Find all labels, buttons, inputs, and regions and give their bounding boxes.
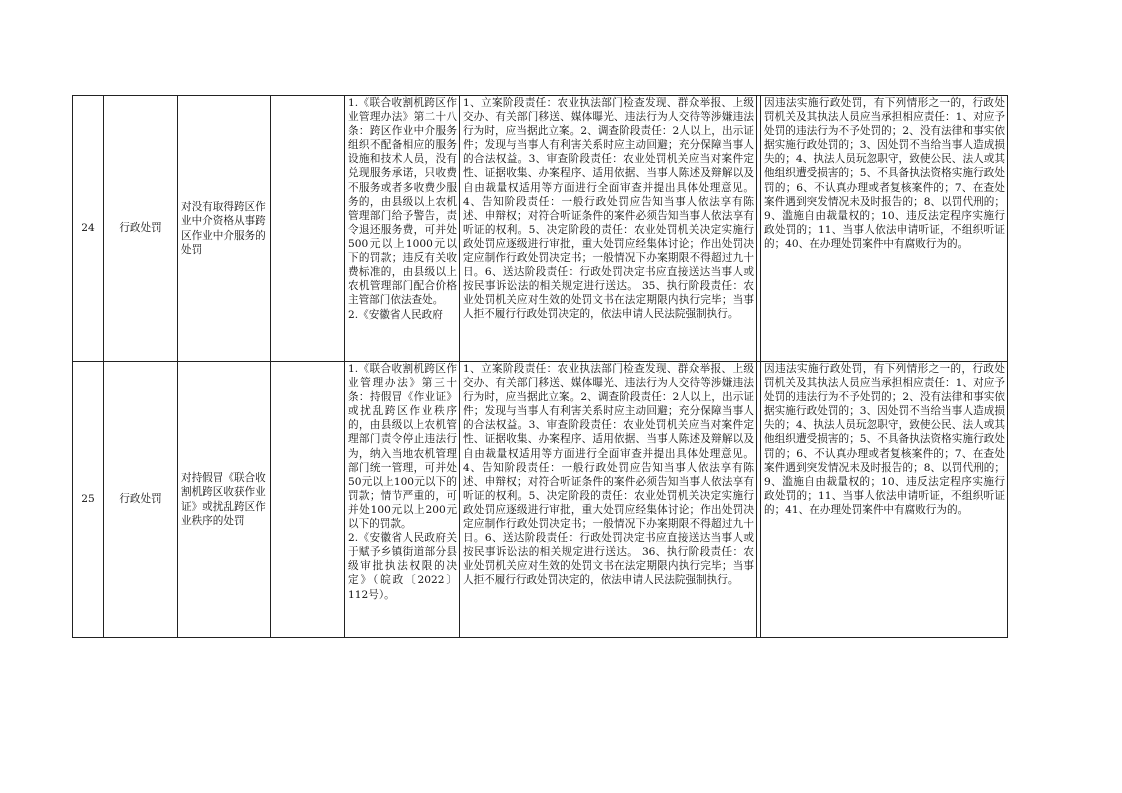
row-blank-cell: [271, 96, 345, 362]
row-item-name: [178, 362, 271, 638]
item-name-text: 对没有取得跨区作业中介资格从事跨区作业中介服务的处罚: [181, 201, 266, 256]
duties-text: 1、立案阶段责任：农业执法部门检查发现、群众举报、上级交办、有关部门移送、媒体曝光、违法行为人交待等涉嫌违法行为时，应当据此立案。2、调查阶段责任：2人以上，出示证件；发现与当事人有利害关系时应主动回避；充分保障当事人的合法权益。3、审查阶段责任：农业处罚机关应当对案件定性、证据收集、办案程序、适用依据、当事人陈述及辩解以及自由裁量权适用等方面进行全面审查并提出具体处理意见。4、告知阶段责任：一般行政处罚应告知当事人依法享有陈述、申辩权；对符合听证条件的案件必须告知当事人依法享有听证的权利。5、决定阶段的责任：农业处罚机关决定实施行政处罚应逐级进行审批，重大处罚应经集体讨论；作出处罚决定应制作行政处罚决定书；一般情况下办案期限不得超过九十日。6、送达阶段责任：行政处罚决定书应直接送达当事人或按民事诉讼法的相关规定进行送达。 35、执行阶段责任：农业处罚机关应对生效的处罚文书在法定期限内执行完毕；当事人拒不履行行政处罚决定的，依法申请人民法院强制执行。: [463, 97, 754, 321]
row-item-name: [178, 96, 271, 362]
liability-text: 因违法实施行政处罚，有下列情形之一的，行政处罚机关及其执法人员应当承担相应责任：1、对应予处罚的违法行为不予处罚的；2、没有法律和事实依据实施行政处罚的；3、因处罚不当给当事人造成损失的；4、执法人员玩忽职守，致使公民、法人或其他组织遭受损害的；5、不具备执法资格实施行政处罚的；6、不认真办理或者复核案件的；7、在查处案件遇到突发情况未及时报告的；8、以罚代刑的；9、滥施自由裁量权的；10、违反法定程序实施行政处罚的；11、当事人依法申请听证，不组织听证的；40、在办理处罚案件中有腐败行为的。: [764, 97, 1005, 250]
row-legal-basis: [345, 96, 460, 362]
row-duties: [460, 96, 757, 362]
row-number: 25: [73, 362, 104, 638]
item-name-text: 对持假冒《联合收割机跨区收获作业证》或扰乱跨区作业秩序的处罚: [181, 472, 266, 527]
legal-basis-cut-text: 2.《安徽省人民政府: [348, 309, 443, 322]
legal-basis-text: 1.《联合收割机跨区作业管理办法》第二十八条：跨区作业中介服务组织不配备相应的服务设施和技术人员，没有兑现服务承诺，只收费不服务或者多收费少服务的，由县级以上农机管理部门给予警告，责令退还服务费，可并处500元以上1000元以下的罚款；违反有关收费标准的，由县级以上农机管理部门配合价格主管部门依法查处。: [348, 97, 457, 307]
row-liability: [761, 362, 1008, 638]
row-blank-cell: [271, 362, 345, 638]
liability-text: 因违法实施行政处罚，有下列情形之一的，行政处罚机关及其执法人员应当承担相应责任：1、对应予处罚的违法行为不予处罚的；2、没有法律和事实依据实施行政处罚的；3、因处罚不当给当事人造成损失的；4、执法人员玩忽职守，致使公民、法人或其他组织遭受损害的；5、不具备执法资格实施行政处罚的；6、不认真办理或者复核案件的；7、在查处案件遇到突发情况未及时报告的；8、以罚代刑的；9、滥施自由裁量权的；10、违反法定程序实施行政处罚的；11、当事人依法申请听证，不组织听证的；41、在办理处罚案件中有腐败行为的。: [764, 363, 1005, 516]
row-liability: [761, 96, 1008, 362]
legal-basis-text: 1.《联合收割机跨区作业管理办法》第三十条：持假冒《作业证》或扰乱跨区作业秩序的，由县级以上农机管理部门责令停止违法行为，纳入当地农机管理部门统一管理，可并处50元以上100元以下的罚款；情节严重的，可并处100元以上200元以下的罚款。: [348, 363, 457, 531]
table-row: [73, 96, 1008, 362]
legal-basis-second-text: 2.《安徽省人民政府关于赋予乡镇街道部分县级审批执法权限的决定》（皖政〔2022〕112号）。: [348, 532, 457, 601]
row-category: 行政处罚: [104, 96, 178, 362]
row-legal-basis: [345, 362, 460, 638]
duties-text: 1、立案阶段责任：农业执法部门检查发现、群众举报、上级交办、有关部门移送、媒体曝光、违法行为人交待等涉嫌违法行为时，应当据此立案。2、调查阶段责任：2人以上，出示证件；发现与当事人有利害关系时应主动回避；充分保障当事人的合法权益。3、审查阶段责任：农业处罚机关应当对案件定性、证据收集、办案程序、适用依据、当事人陈述及辩解以及自由裁量权适用等方面进行全面审查并提出具体处理意见。4、告知阶段责任：一般行政处罚应告知当事人依法享有陈述、申辩权；对符合听证条件的案件必须告知当事人依法享有听证的权利。5、决定阶段的责任：农业处罚机关决定实施行政处罚应逐级进行审批，重大处罚应经集体讨论；作出处罚决定应制作行政处罚决定书；一般情况下办案期限不得超过九十日。6、送达阶段责任：行政处罚决定书应直接送达当事人或按民事诉讼法的相关规定进行送达。 36、执行阶段责任：农业处罚机关应对生效的处罚文书在法定期限内执行完毕；当事人拒不履行行政处罚决定的，依法申请人民法院强制执行。: [463, 363, 754, 587]
powers-table: [72, 95, 1008, 638]
table-row: [73, 362, 1008, 638]
row-duties: [460, 362, 757, 638]
row-number: 24: [73, 96, 104, 362]
row-category: 行政处罚: [104, 362, 178, 638]
